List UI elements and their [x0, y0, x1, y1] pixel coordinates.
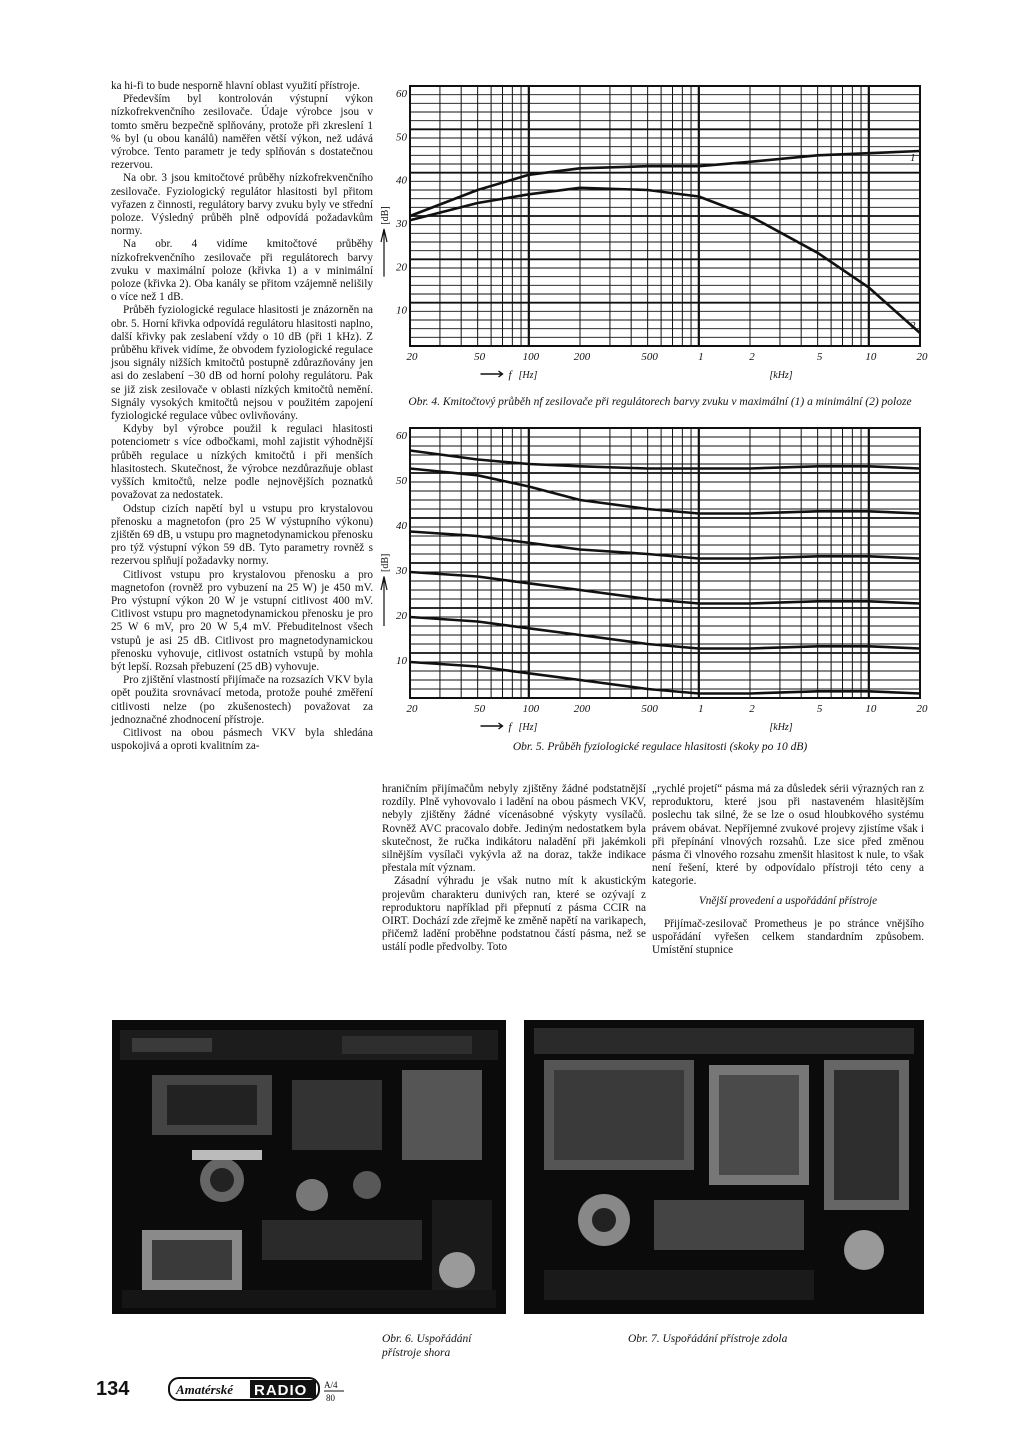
series-line: [410, 451, 920, 469]
x-tick-label: 500: [641, 703, 658, 715]
x-tick-label: 20: [406, 703, 418, 715]
series-line: [410, 151, 920, 216]
paragraph: Na obr. 3 jsou kmitočtové průběhy nízkofrekvenčního zesilovače. Fyziologický regulátor hlasitosti byl přitom vyřazen z činnosti, regulátory barvy zvuku byly ve střední poloze. Výsledný průběh plně odpovídá požadavkům normy.: [111, 172, 373, 238]
x-unit-khz: [kHz]: [769, 722, 793, 733]
paragraph: Na obr. 4 vidíme kmitočtové průběhy nízkofrekvenčního zesilovače při regulátorech barvy zvuku v maximální poloze (křivka 1) a v minimální poloze (křivka 2). Oba kanály se přitom vzájemně nelišily o více než 1 dB.: [111, 238, 373, 304]
paragraph: Především byl kontrolován výstupní výkon nízkofrekvenčního zesilovače. Údaje výrobce jsou v tomto směru bezpečně splňovány, protože při zkreslení 1 % byl (u obou kanálů) naměřen větší výkon, než udává výrobce. Tento parametr je tedy splňován s dostatečnou rezervou.: [111, 93, 373, 172]
figure-7-caption: Obr. 7. Uspořádání přístroje zdola: [628, 1333, 788, 1345]
y-tick-label: 50: [396, 475, 407, 487]
y-tick-label: 10: [396, 304, 407, 317]
y-tick-label: 20: [396, 261, 407, 274]
frequency-response-chart: [380, 78, 940, 413]
y-tick-label: 60: [396, 430, 407, 442]
x-tick-label: 50: [474, 703, 486, 715]
y-axis-arrow-icon: [381, 229, 387, 277]
x-tick-label: 500: [641, 351, 658, 363]
device-top-photo-icon: [112, 1020, 506, 1314]
x-tick-label: 200: [573, 351, 591, 363]
series-label: 1: [910, 152, 916, 164]
x-tick-label: 1: [698, 703, 704, 715]
paragraph: Zásadní výhradu je však nutno mít k akustickým projevům charakteru dunivých ran, které se ozývají z reproduktoru například při přepnutí z pásma CCIR na OIRT. Dochází zde zřejmě ke změně napětí na varikapech, přičemž ladění proběhne podstatnou částí pásma, než se ustálí podle předvolby. Toto: [382, 875, 646, 954]
x-tick-label: 10: [865, 703, 877, 715]
y-axis-label: [dB]: [380, 553, 391, 572]
x-tick-label: 20: [406, 351, 418, 363]
magazine-logo-icon: [168, 1374, 360, 1404]
paragraph: Citlivost na obou pásmech VKV byla shledána uspokojivá a oproti kvalitním za-: [111, 726, 373, 753]
x-unit-hz: [Hz]: [518, 370, 538, 381]
paragraph: hraničním přijímačům nebyly zjištěny žádné podstatnější rozdíly. Plně vyhovovalo i ladění na obou pásmech VKV, nebyly zjištěny žádné vícenásobné výskyty vysílačů. Rovněž AVC pracovalo dobře. Jediným nedostatkem byla skutečnost, že ručka indikátoru naladění při jakémkoli silnějším vysílači vykývla až na doraz, takže indikace přestala mít význam.: [382, 783, 646, 875]
y-axis-label: [dB]: [380, 206, 391, 225]
paragraph: Kdyby byl výrobce použil k regulaci hlasitosti potenciometr s více odbočkami, mohl zajistit výhodnější průběh regulace u nízkých kmitočtů i při menších hlasitostech. Skutečnost, že výrobce nezdůrazňuje oblast vyšších kmitočtů, nelze podle nejnovějších poznatků považovat za nedostatek.: [111, 423, 373, 502]
y-axis-arrow-icon: [381, 577, 387, 627]
svg-text:Amatérské: Amatérské: [176, 1382, 234, 1397]
x-axis-arrow-icon: [480, 723, 502, 729]
x-tick-label: 2: [749, 703, 755, 715]
x-tick-label: 20: [916, 703, 928, 715]
x-tick-label: 200: [573, 703, 591, 715]
figure-5-caption: Obr. 5. Průběh fyziologické regulace hlasitosti (skoky po 10 dB): [512, 741, 808, 753]
y-tick-label: 40: [396, 520, 407, 532]
paragraph: ka hi-fi to bude nesporně hlavní oblast využití přístroje.: [111, 80, 360, 92]
y-tick-label: 60: [396, 88, 407, 100]
y-tick-label: 30: [396, 218, 407, 230]
x-tick-label: 10: [865, 351, 877, 363]
paragraph: Přijímač-zesilovač Prometheus je po stránce vnějšího uspořádání vyřešen celkem standardním způsobem. Umístění stupnice: [652, 917, 924, 957]
x-tick-label: 100: [522, 703, 540, 715]
figure-4-caption: Obr. 4. Kmitočtový průběh nf zesilovače při regulátorech barvy zvuku v maximální (1) a minimální (2) poloze: [408, 396, 912, 408]
device-bottom-photo-icon: [524, 1020, 924, 1314]
y-tick-label: 30: [396, 565, 407, 577]
x-axis-label: f: [508, 369, 512, 381]
y-tick-label: 50: [396, 131, 407, 144]
paragraph: „rychlé projetí“ pásma má za důsledek sérii výrazných ran z reproduktoru, které jsou při nastaveném hlasitějším poslechu tak silné, že se lze o osud hloubkového systému právem obávat. Nepříjemné zvukové projevy zjistíme však i při přepínání vlnových rozsahů. Lze sice před změnou pásma či vlnového rozsahu zmenšit hlasitost k nule, to však není řešení, které by odpovídalo přístroji této ceny a kategorie.: [652, 783, 924, 888]
x-axis-arrow-icon: [480, 371, 502, 377]
paragraph: Citlivost vstupu pro krystalovou přenosku a pro magnetofon (rovněž pro vybuzení na 25 W) je 450 mV. Pro výstupní výkon 20 W je vstupní citlivost 400 mV. Citlivost vstupu pro magnetodynamickou přenosku je pro 25 W 6 mV, pro 20 W 5,4 mV. Přebuditelnost všech vstupů je asi 25 dB. Citlivost pro magnetodynamickou přenosku vyhovuje, citlivost ostatních vstupů by mohla být lepší. Rozsah přebuzení (25 dB) vyhovuje.: [111, 568, 373, 673]
x-tick-label: 2: [749, 351, 755, 363]
left-text-column: [111, 80, 373, 753]
x-unit-khz: [kHz]: [769, 370, 793, 381]
section-heading: Vnější provedení a uspořádání přístroje: [698, 894, 878, 907]
issue-number: A/4: [324, 1380, 338, 1390]
paragraph: Pro zjištění vlastností přijímače na rozsazích VKV byla opět použita srovnávací metoda, protože pouhé změření citlivosti nelze (po zkušenostech) považovat za jednoznačné zhodnocení přístroje.: [111, 674, 373, 726]
paragraph: Průběh fyziologické regulace hlasitosti je znázorněn na obr. 5. Horní křivka odpovídá regulátoru hlasitosti naplno, další křivky pak zeslabení vždy o 10 dB (při 1 kHz). Z průběhu křivek vidíme, že obvodem fyziologické regulace jsou signály nižších kmitočtů postupně zdůrazňovány jen asi do zeslabení −30 dB od horní polohy regulátoru. Pak se již zisk zesilovače v oblasti nízkých kmitočtů nemění. Signály vysokých kmitočtů nejsou v použitém zapojení fyziologické regulace vůbec ovlivňovány.: [111, 304, 373, 423]
x-unit-hz: [Hz]: [518, 722, 538, 733]
y-tick-label: 40: [396, 174, 407, 187]
photo-bottom-view: [524, 1020, 924, 1314]
y-tick-label: 20: [396, 610, 407, 622]
svg-text:RADIO: RADIO: [254, 1382, 308, 1399]
loudness-regulation-chart: [380, 422, 940, 737]
x-tick-label: 5: [816, 351, 823, 363]
figure-6-caption: Obr. 6. Uspořádání přístroje shora: [382, 1333, 472, 1359]
x-tick-label: 1: [698, 351, 704, 363]
middle-text-column: [382, 783, 646, 955]
page-number: 134: [96, 1378, 130, 1400]
x-tick-label: 20: [916, 351, 928, 363]
series-label: 2: [910, 320, 916, 332]
right-text-column: [652, 783, 924, 957]
photo-top-view: [112, 1020, 506, 1314]
x-tick-label: 5: [816, 703, 823, 715]
issue-year: 80: [326, 1393, 335, 1403]
y-tick-label: 10: [396, 655, 407, 667]
paragraph: Odstup cizích napětí byl u vstupu pro krystalovou přenosku a magnetofon (pro 25 W výstupního výkonu) zjištěn 69 dB, u vstupu pro magnetodynamickou přenosku pro týž výstupní výkon 59 dB. Tyto parametry rovněž s rezervou splňují požadavky normy.: [111, 502, 373, 568]
x-axis-label: f: [508, 721, 512, 733]
x-tick-label: 50: [474, 351, 486, 363]
x-tick-label: 100: [522, 351, 540, 363]
